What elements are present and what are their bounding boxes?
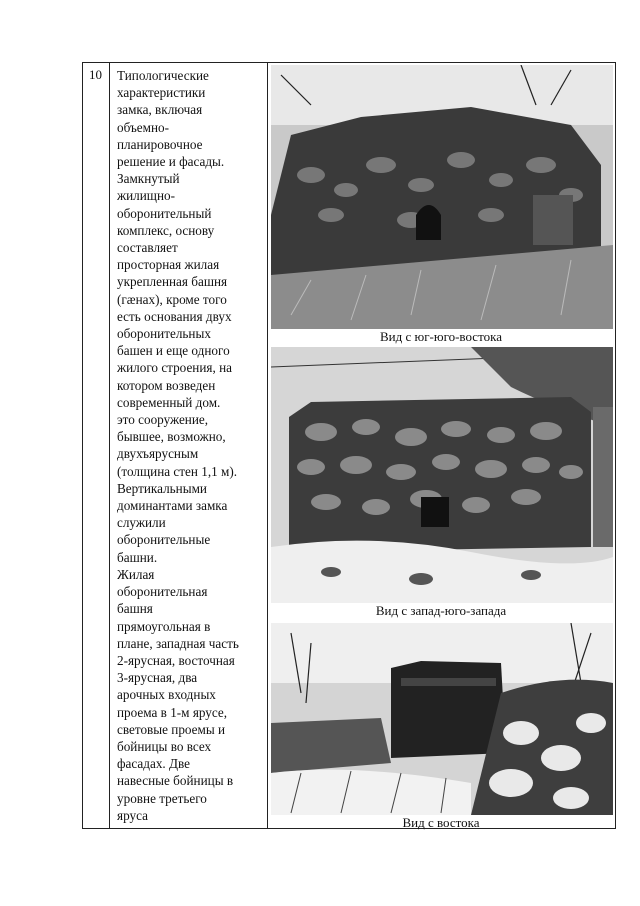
- column-divider: [267, 63, 268, 828]
- photo-caption: Вид с запад-юго-запада: [375, 603, 507, 618]
- photo-caption: Вид с востока: [402, 815, 480, 830]
- photo-east: [271, 623, 613, 815]
- photo-caption: Вид с юг-юго-востока: [380, 329, 502, 344]
- row-number: 10: [89, 67, 102, 82]
- photo-south-southeast: [271, 65, 613, 329]
- column-divider: [109, 63, 110, 828]
- document-table: [82, 62, 616, 829]
- row-description: Типологические характеристики замка, включая объемно- планировочное решение и фасады. Замкнутый жилищно- оборонительный комплекс, основу составляет просторная жилая укрепленная башня (гæнах), кроме того есть основания двух оборонительных башен и еще одного жилого строения, на котором возведен современный дом. это сооружение, бывшее, возможно, двухъярусным (толщина стен 1,1 м). Вертикальными доминантами замка служили оборонительные башни. Жилая оборонительная башня прямоугольная в плане, западная часть 2-ярусная, восточная 3-ярусная, два арочных входных проема в 1-м ярусе, световые проемы и бойницы во всех фасадах. Две навесные бойницы в уровне третьего яруса: [117, 68, 239, 823]
- photo-west-southwest: [271, 347, 613, 603]
